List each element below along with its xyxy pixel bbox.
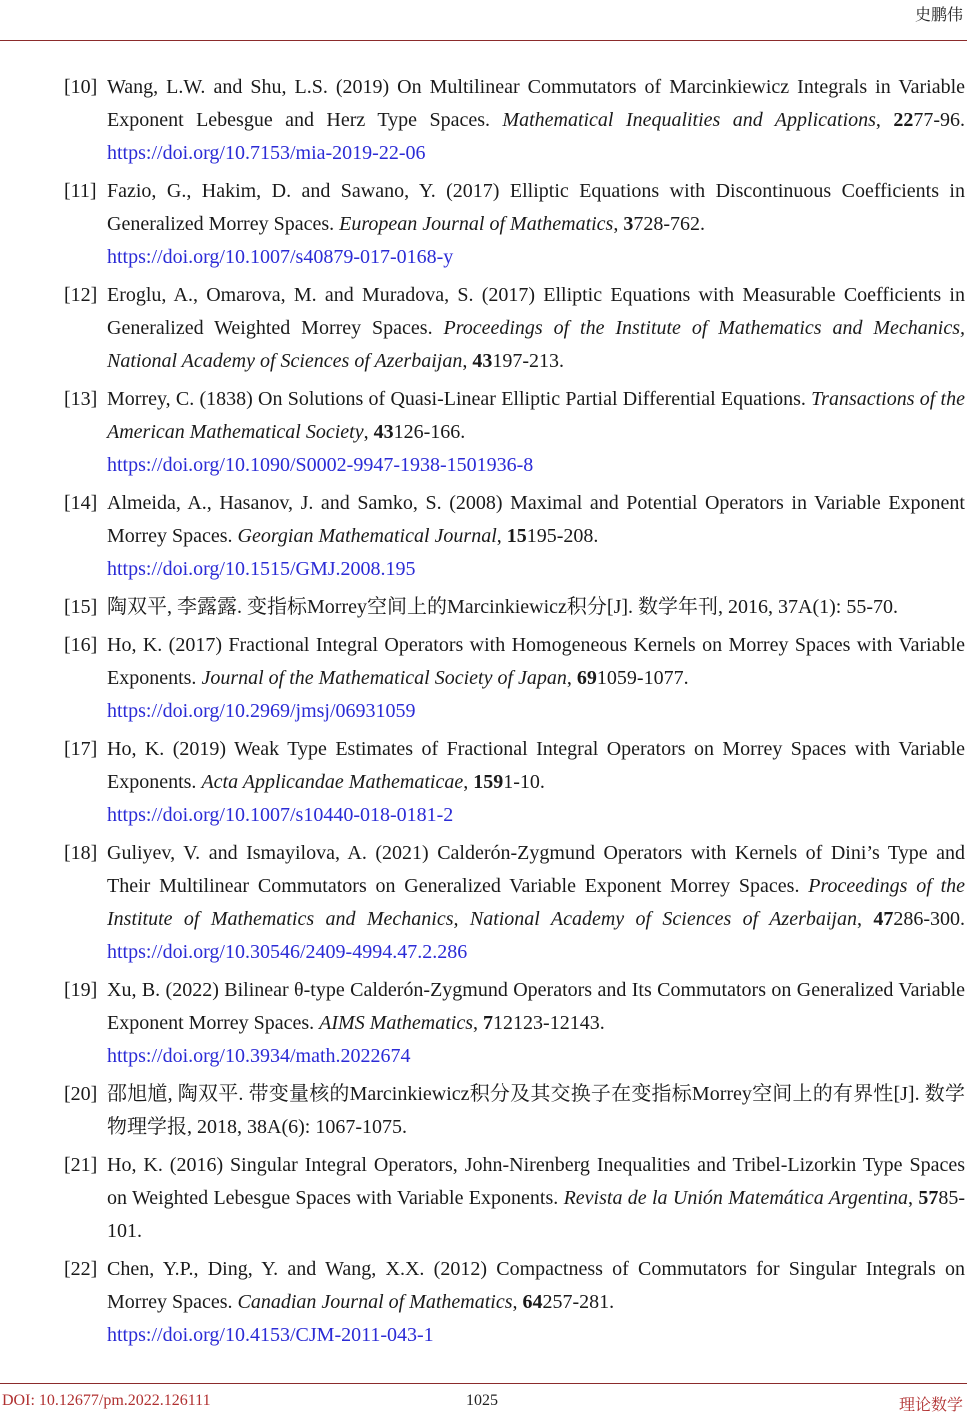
reference-item — [0, 733, 967, 832]
reference-journal: Journal of the Mathematical Society of Japan — [201, 667, 567, 689]
reference-comma: , — [875, 109, 894, 131]
reference-text: 邵旭馗, 陶双平. 带变量核的Marcinkiewicz积分及其交换子在变指标Morrey空间上的有界性[J]. 数学物理学报, 2018, 38A(6): 1067-1075. — [107, 1083, 965, 1138]
reference-comma: , — [512, 1291, 523, 1313]
reference-item — [0, 175, 967, 274]
reference-volume: 159 — [473, 771, 504, 793]
reference-item — [0, 1253, 967, 1352]
reference-comma: , — [463, 771, 474, 793]
reference-number: [11] — [64, 180, 97, 202]
reference-journal: AIMS Mathematics — [319, 1012, 474, 1034]
reference-pages: 195-208. — [526, 525, 599, 547]
reference-comma: , — [496, 525, 507, 547]
reference-text: Wang, L.W. and Shu, L.S. (2019) On Multilinear Commutators of Marcinkiewicz Integrals in Variable Exponent Lebesgue and Herz Type Spaces. — [107, 76, 965, 131]
reference-item — [0, 71, 967, 170]
reference-comma: , — [363, 421, 374, 443]
page-number: 1025 — [466, 1392, 498, 1409]
header-author: 史鹏伟 — [914, 5, 963, 24]
reference-number: [21] — [64, 1154, 98, 1176]
reference-text: Ho, K. (2016) Singular Integral Operators, John-Nirenberg Inequalities and Tribel-Lizorkin Type Spaces on Weighted Lebesgue Spaces with Variable Exponents. — [107, 1154, 965, 1209]
reference-text: Ho, K. (2017) Fractional Integral Operators with Homogeneous Kernels on Morrey Spaces with Variable Exponents. — [107, 634, 965, 689]
reference-text: Fazio, G., Hakim, D. and Sawano, Y. (2017) Elliptic Equations with Discontinuous Coefficients in Generalized Morrey Spaces. — [107, 180, 965, 235]
reference-item — [0, 1078, 967, 1144]
reference-pages: 286-300. — [893, 908, 966, 930]
reference-list — [0, 71, 967, 1357]
reference-journal: Mathematical Inequalities and Applications — [502, 109, 876, 131]
reference-text: Guliyev, V. and Ismayilova, A. (2021) Calderón-Zygmund Operators with Kernels of Dini’s Type and Their Multilinear Commutators on Generalized Variable Exponent Morrey Spaces. — [107, 842, 965, 897]
reference-volume: 3 — [623, 213, 634, 235]
reference-text: Ho, K. (2019) Weak Type Estimates of Fractional Integral Operators on Morrey Spaces with Variable Exponents. — [107, 738, 965, 793]
reference-pages: 12123-12143. — [493, 1012, 605, 1034]
reference-item — [0, 1149, 967, 1248]
reference-doi-link[interactable]: https://doi.org/10.1515/GMJ.2008.195 — [107, 558, 416, 580]
reference-doi-link[interactable]: https://doi.org/10.7153/mia-2019-22-06 — [107, 142, 426, 164]
reference-volume: 43 — [373, 421, 394, 443]
reference-comma: , — [907, 1187, 919, 1209]
reference-number: [20] — [64, 1083, 98, 1105]
reference-number: [18] — [64, 842, 98, 864]
reference-volume: 69 — [576, 667, 597, 689]
reference-text: Xu, B. (2022) Bilinear θ-type Calderón-Zygmund Operators and Its Commutators on Generalized Variable Exponent Morrey Spaces. — [107, 979, 965, 1034]
reference-number: [22] — [64, 1258, 98, 1280]
reference-pages: 1059-1077. — [596, 667, 689, 689]
footer-doi[interactable]: DOI: 10.12677/pm.2022.126111 — [2, 1392, 211, 1409]
reference-journal: Acta Applicandae Mathematicae — [201, 771, 464, 793]
reference-text: Morrey, C. (1838) On Solutions of Quasi-Linear Elliptic Partial Differential Equations. — [107, 388, 812, 410]
reference-journal: Proceedings of the Institute of Mathematics and Mechanics, National Academy of Sciences of Azerbaijan — [107, 875, 966, 930]
reference-journal: Proceedings of the Institute of Mathematics and Mechanics, National Academy of Sciences of Azerbaijan — [107, 317, 966, 372]
reference-journal: European Journal of Mathematics — [339, 213, 614, 235]
reference-journal: Revista de la Unión Matemática Argentina — [563, 1187, 908, 1209]
reference-doi-link[interactable]: https://doi.org/10.1007/s10440-018-0181-2 — [107, 804, 454, 826]
reference-text: Chen, Y.P., Ding, Y. and Wang, X.X. (2012) Compactness of Commutators for Singular Integrals on Morrey Spaces. — [107, 1258, 965, 1313]
reference-number: [13] — [64, 388, 98, 410]
reference-number: [16] — [64, 634, 98, 656]
reference-pages: 197-213. — [492, 350, 564, 372]
reference-pages: 257-281. — [542, 1291, 615, 1313]
reference-doi-link[interactable]: https://doi.org/10.30546/2409-4994.47.2.286 — [107, 941, 468, 963]
reference-item — [0, 837, 967, 969]
reference-volume: 43 — [472, 350, 493, 372]
reference-number: [19] — [64, 979, 98, 1001]
reference-item — [0, 974, 967, 1073]
reference-doi-link[interactable]: https://doi.org/10.4153/CJM-2011-043-1 — [107, 1324, 434, 1346]
footer-rule — [0, 1383, 967, 1384]
reference-item — [0, 279, 967, 378]
reference-number: [12] — [64, 284, 98, 306]
reference-pages: 126-166. — [393, 421, 466, 443]
reference-pages: 77-96. — [913, 109, 966, 131]
reference-text: Almeida, A., Hasanov, J. and Samko, S. (2008) Maximal and Potential Operators in Variable Exponent Morrey Spaces. — [107, 492, 965, 547]
reference-doi-link[interactable]: https://doi.org/10.3934/math.2022674 — [107, 1045, 411, 1067]
reference-volume: 7 — [483, 1012, 494, 1034]
header-rule — [0, 40, 967, 41]
reference-journal: Georgian Mathematical Journal — [237, 525, 497, 547]
reference-number: [17] — [64, 738, 98, 760]
reference-doi-link[interactable]: https://doi.org/10.1090/S0002-9947-1938-1501936-8 — [107, 454, 534, 476]
reference-pages: 85-101. — [107, 1187, 965, 1242]
reference-journal: Transactions of the American Mathematical Society — [107, 388, 965, 443]
reference-number: [14] — [64, 492, 98, 514]
reference-volume: 57 — [918, 1187, 939, 1209]
reference-number: [10] — [64, 76, 98, 98]
reference-item — [0, 487, 967, 586]
reference-comma: , — [473, 1012, 484, 1034]
reference-volume: 22 — [893, 109, 914, 131]
reference-comma: , — [613, 213, 624, 235]
reference-item — [0, 591, 967, 624]
reference-item — [0, 629, 967, 728]
reference-doi-link[interactable]: https://doi.org/10.2969/jmsj/06931059 — [107, 700, 416, 722]
reference-pages: 1-10. — [503, 771, 545, 793]
reference-journal: Canadian Journal of Mathematics — [237, 1291, 513, 1313]
footer-journal-name[interactable]: 理论数学 — [898, 1397, 963, 1414]
reference-text: Eroglu, A., Omarova, M. and Muradova, S. (2017) Elliptic Equations with Measurable Coefficients in Generalized Weighted Morrey Spaces. — [107, 284, 965, 339]
reference-item — [0, 383, 967, 482]
reference-text: 陶双平, 李露露. 变指标Morrey空间上的Marcinkiewicz积分[J]. 数学年刊, 2016, 37A(1): 55-70. — [107, 596, 899, 618]
reference-comma: , — [566, 667, 577, 689]
reference-comma: , — [462, 350, 473, 372]
reference-pages: 728-762. — [633, 213, 706, 235]
reference-volume: 15 — [506, 525, 527, 547]
reference-comma: , — [856, 908, 874, 930]
page-footer — [0, 1392, 967, 1414]
reference-doi-link[interactable]: https://doi.org/10.1007/s40879-017-0168-y — [107, 246, 454, 268]
reference-volume: 47 — [873, 908, 894, 930]
reference-number: [15] — [64, 596, 98, 618]
reference-volume: 64 — [522, 1291, 543, 1313]
